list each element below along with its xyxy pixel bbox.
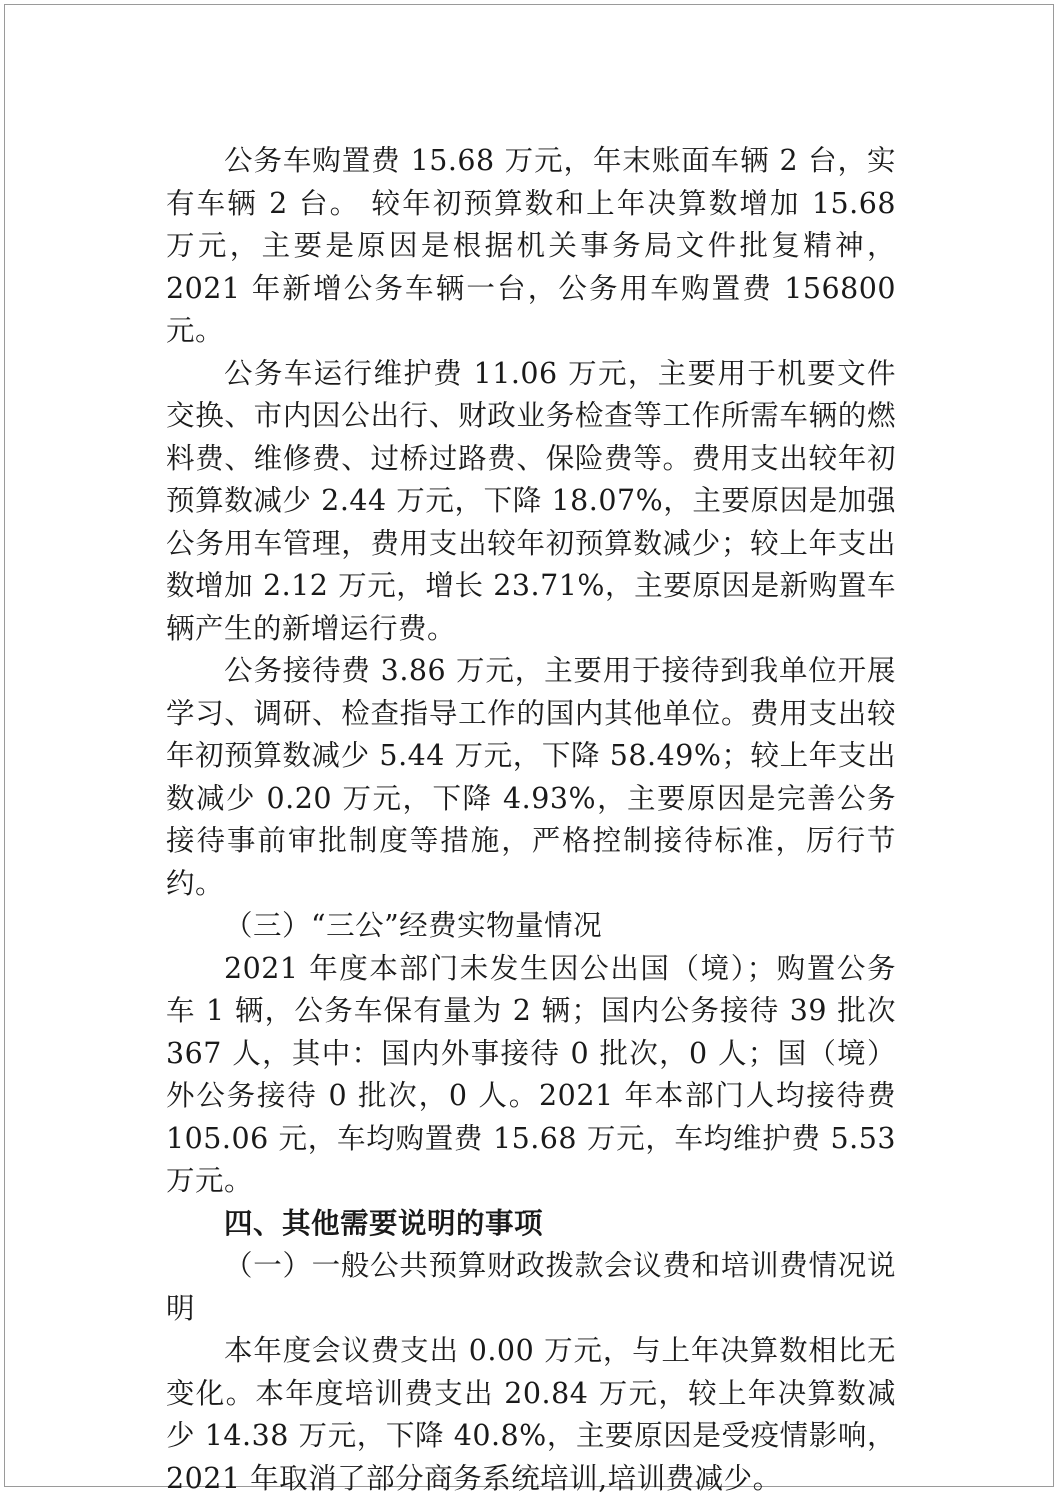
- section-heading-physical-quantity: （三）“三公”经费实物量情况: [224, 909, 603, 942]
- paragraph-meeting-training: 本年度会议费支出 0.00 万元，与上年决算数相比无变化。本年度培训费支出 20.84 万元，较上年决算数减少 14.38 万元，下降 40.8%，主要原因是受疫情影响，2021 年取消了部分商务系统培训,培训费减少。: [166, 1334, 896, 1495]
- document-body: [166, 140, 896, 1500]
- paragraph-reception-fee: 公务接待费 3.86 万元，主要用于接待到我单位开展学习、调研、检查指导工作的国内其他单位。费用支出较年初预算数减少 5.44 万元，下降 58.49%；较上年支出数减少 0.20 万元，下降 4.93%，主要原因是完善公务接待事前审批制度等措施，严格控制接待标准，厉行节约。: [166, 654, 896, 900]
- paragraph-vehicle-maintenance: 公务车运行维护费 11.06 万元，主要用于机要文件交换、市内因公出行、财政业务检查等工作所需车辆的燃料费、维修费、过桥过路费、保险费等。费用支出较年初预算数减少 2.44 万元，下降 18.07%，主要原因是加强公务用车管理，费用支出较年初预算数减少；较上年支出数增加 2.12 万元，增长 23.71%，主要原因是新购置车辆产生的新增运行费。: [166, 356, 896, 645]
- paragraph-physical-quantity: 2021 年度本部门未发生因公出国（境）；购置公务车 1 辆，公务车保有量为 2 辆；国内公务接待 39 批次 367 人，其中：国内外事接待 0 批次，0 人；国（境）外公务接待 0 批次，0 人。2021 年本部门人均接待费 105.06 元，车均购置费 15.68 万元，车均维护费 5.53 万元。: [166, 951, 896, 1197]
- section-heading-other-matters: 四、其他需要说明的事项: [224, 1206, 544, 1240]
- section-heading-meeting-training: （一）一般公共预算财政拨款会议费和培训费情况说明: [166, 1249, 896, 1325]
- paragraph-vehicle-purchase: 公务车购置费 15.68 万元，年末账面车辆 2 台，实有车辆 2 台。 较年初预算数和上年决算数增加 15.68 万元，主要是原因是根据机关事务局文件批复精神，2021 年新增公务车辆一台，公务用车购置费 156800 元。: [166, 144, 896, 347]
